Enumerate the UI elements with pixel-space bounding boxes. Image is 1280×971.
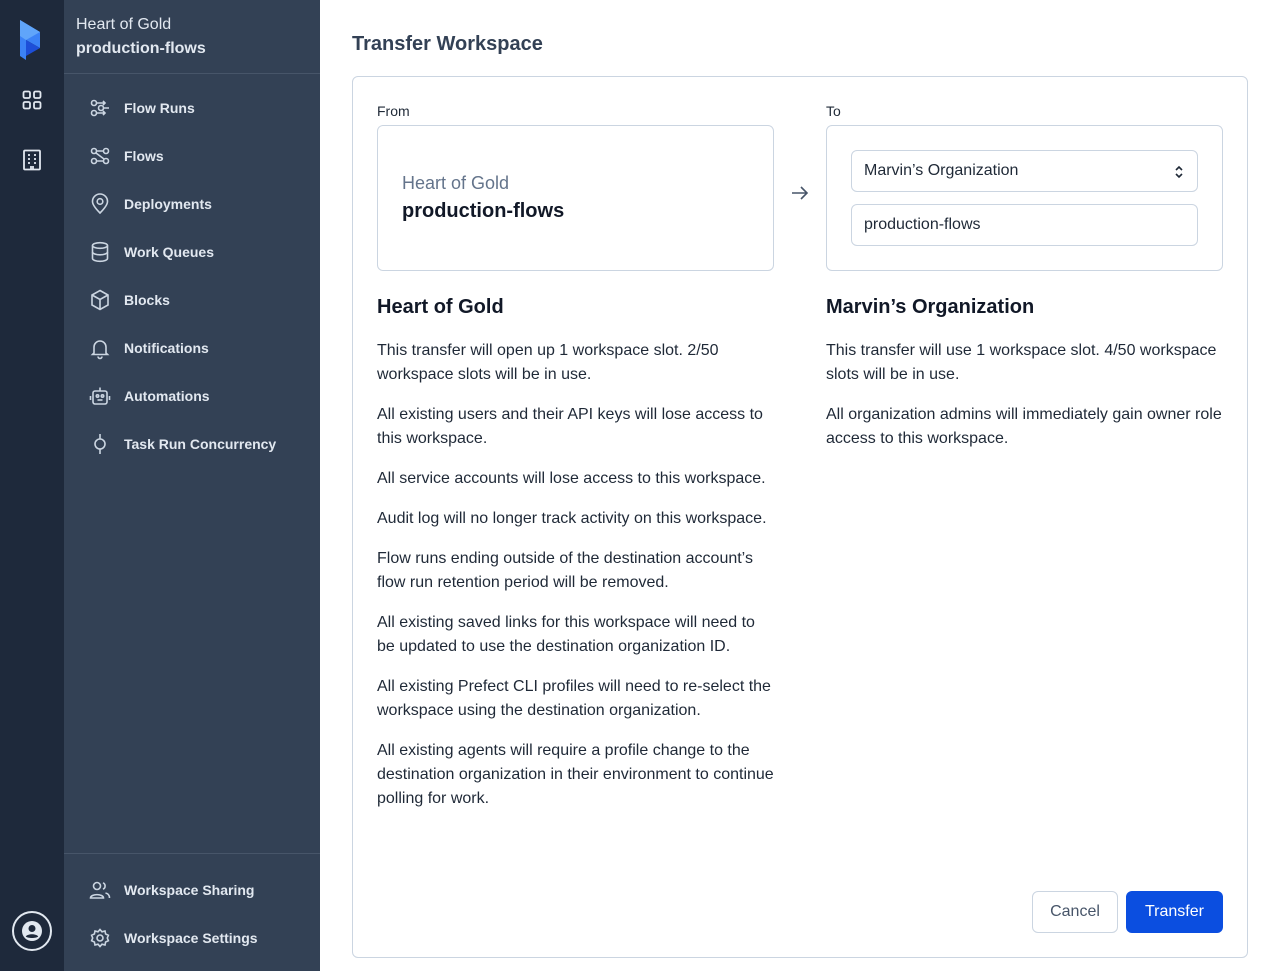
- sidebar-item-label: Deployments: [124, 196, 212, 212]
- from-workspace-name: production-flows: [402, 200, 565, 222]
- sidebar-item-notifications[interactable]: [64, 324, 320, 372]
- map-pin-icon: [88, 192, 112, 216]
- users-icon: [88, 878, 112, 902]
- to-heading: Marvin’s Organization: [826, 296, 1035, 318]
- chevron-up-down-icon: [1171, 163, 1187, 181]
- from-note: All service accounts will lose access to this workspace.: [377, 470, 766, 487]
- flow-runs-icon: [88, 96, 112, 120]
- from-note: This transfer will open up 1 workspace slot. 2/50 workspace slots will be in use.: [377, 342, 719, 383]
- gear-icon: [88, 926, 112, 950]
- page-title: Transfer Workspace: [352, 33, 543, 55]
- from-org-name: Heart of Gold: [402, 173, 510, 193]
- sidebar-item-blocks[interactable]: [64, 276, 320, 324]
- sidebar-item-label: Automations: [124, 388, 210, 404]
- to-note: All organization admins will immediately gain owner role access to this workspace.: [826, 406, 1222, 447]
- workspace-name: production-flows: [76, 40, 206, 57]
- sidebar-item-flow-runs[interactable]: [64, 84, 320, 132]
- to-note: This transfer will use 1 workspace slot. 4/50 workspace slots will be in use.: [826, 342, 1217, 383]
- sidebar-item-task-run-concurrency[interactable]: [64, 420, 320, 468]
- transfer-button[interactable]: Transfer: [1126, 891, 1223, 933]
- sidebar-item-work-queues[interactable]: [64, 228, 320, 276]
- sidebar-item-label: Flows: [124, 148, 164, 164]
- from-note: All existing saved links for this workspace will need to be updated to use the destination organization ID.: [377, 614, 755, 655]
- sidebar-item-automations[interactable]: [64, 372, 320, 420]
- to-workspace-box: [826, 125, 1223, 271]
- arrow-right-icon: [790, 183, 810, 203]
- to-label: To: [826, 103, 841, 119]
- organization-select[interactable]: [851, 150, 1198, 192]
- organization-building-icon[interactable]: [20, 148, 44, 172]
- workspaces-grid-icon[interactable]: [20, 88, 44, 112]
- user-profile-icon[interactable]: [12, 911, 52, 951]
- sidebar-item-label: Task Run Concurrency: [124, 436, 277, 452]
- sidebar-item-workspace-sharing[interactable]: [64, 866, 320, 914]
- sidebar-item-label: Work Queues: [124, 244, 214, 260]
- from-details: [377, 295, 777, 827]
- database-icon: [88, 240, 112, 264]
- robot-icon: [88, 384, 112, 408]
- sidebar-item-label: Workspace Sharing: [124, 882, 255, 898]
- flows-icon: [88, 144, 112, 168]
- from-heading: Heart of Gold: [377, 296, 504, 318]
- sidebar-item-label: Flow Runs: [124, 100, 195, 116]
- icon-rail: [0, 0, 64, 971]
- sidebar-item-flows[interactable]: [64, 132, 320, 180]
- from-label: From: [377, 103, 410, 119]
- from-workspace-box: [377, 125, 774, 271]
- cube-icon: [88, 288, 112, 312]
- sidebar-bottom-nav: [64, 853, 320, 962]
- from-note: Flow runs ending outside of the destination account’s flow run retention period will be removed.: [377, 550, 753, 591]
- organization-select-value: Marvin’s Organization: [864, 162, 1019, 179]
- sidebar-item-label: Blocks: [124, 292, 170, 308]
- transfer-card: [352, 76, 1248, 958]
- sidebar-item-workspace-settings[interactable]: [64, 914, 320, 962]
- sidebar-nav: [64, 84, 320, 468]
- cancel-button[interactable]: Cancel: [1032, 891, 1118, 933]
- from-note: All existing Prefect CLI profiles will need to re-select the workspace using the destination organization.: [377, 678, 771, 719]
- workspace-switcher[interactable]: [64, 0, 320, 74]
- workspace-name-input[interactable]: [851, 204, 1198, 246]
- from-note: All existing agents will require a profile change to the destination organization in their environment to continue polling for work.: [377, 742, 774, 807]
- workspace-org-name: Heart of Gold: [76, 16, 172, 33]
- task-run-icon: [88, 432, 112, 456]
- sidebar-item-label: Workspace Settings: [124, 930, 258, 946]
- from-note: Audit log will no longer track activity on this workspace.: [377, 510, 767, 527]
- from-note: All existing users and their API keys will lose access to this workspace.: [377, 406, 763, 447]
- to-details: [826, 295, 1226, 467]
- prefect-logo-icon[interactable]: [18, 18, 46, 62]
- sidebar-item-label: Notifications: [124, 340, 209, 356]
- main-content: [320, 0, 1280, 971]
- sidebar: [64, 0, 320, 971]
- bell-icon: [88, 336, 112, 360]
- sidebar-item-deployments[interactable]: [64, 180, 320, 228]
